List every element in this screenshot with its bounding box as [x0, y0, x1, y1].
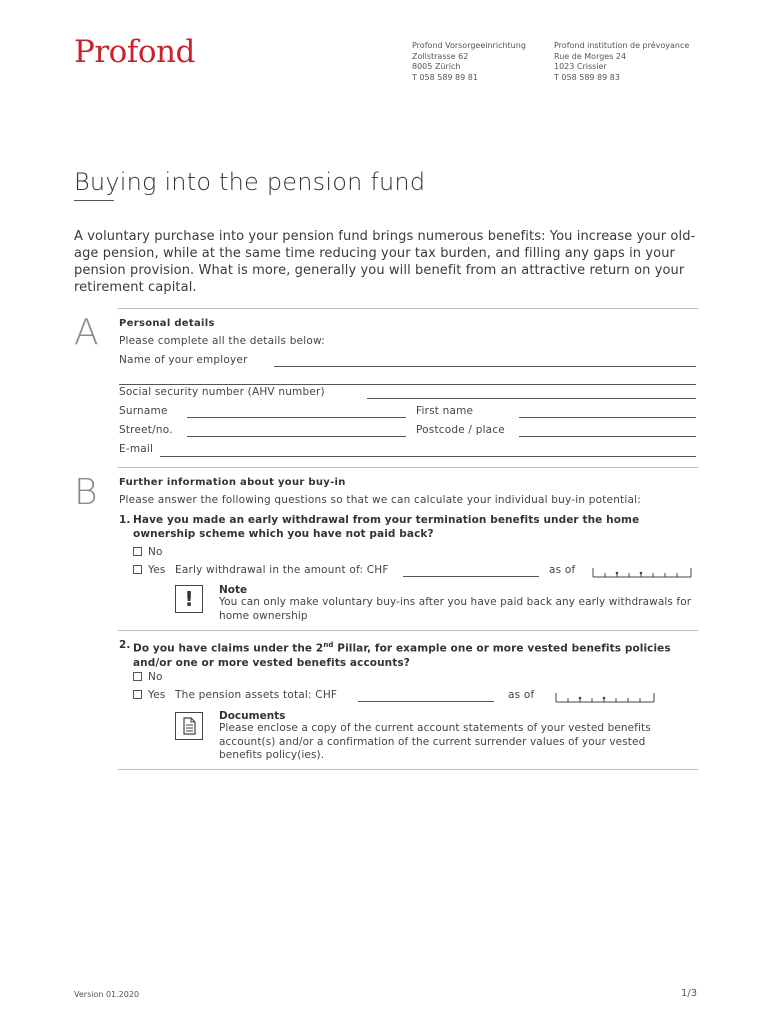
address-fr-line: Profond institution de prévoyance: [554, 41, 690, 50]
q2-amount-field[interactable]: [358, 701, 494, 702]
address-de-line: T 058 589 89 81: [412, 72, 478, 82]
checkbox-icon[interactable]: [133, 690, 142, 699]
question-1-number: 1.: [119, 514, 131, 526]
q1-date-field[interactable]: [592, 567, 692, 577]
street-label: Street/no.: [119, 424, 173, 436]
note-title: Note: [219, 584, 248, 596]
question-1: [119, 513, 699, 541]
postcode-label: Postcode / place: [416, 424, 505, 436]
address-german: [412, 41, 526, 83]
q1-asof-label: as of: [549, 564, 576, 576]
q1-note: [219, 584, 699, 623]
street-field[interactable]: [187, 436, 406, 437]
email-field[interactable]: [160, 456, 696, 457]
q2-option-yes[interactable]: [133, 689, 166, 701]
section-divider: [118, 630, 698, 631]
q1-yes-label: Yes: [148, 564, 166, 576]
q1-option-no[interactable]: [133, 546, 163, 558]
checkbox-icon[interactable]: [133, 547, 142, 556]
intro-paragraph: A voluntary purchase into your pension fund brings numerous benefits: You increase your old-age pension, while at the same time reducing your tax burden, and filling any gaps in your pension provision. What is more, generally you will benefit from an attractive return on your retirement capital.: [74, 229, 696, 295]
email-label: E-mail: [119, 443, 154, 455]
document-icon: [175, 712, 203, 740]
note-body: You can only make voluntary buy-ins after you have paid back any early withdrawals for home ownership: [219, 596, 692, 622]
question-1-text: Have you made an early withdrawal from your termination benefits under the home ownership scheme which you have not paid back?: [133, 514, 640, 540]
section-divider: [118, 308, 698, 309]
page-number: 1/3: [681, 988, 698, 999]
question-2: [119, 638, 699, 670]
checkbox-icon[interactable]: [133, 565, 142, 574]
address-de-line: Zollstrasse 62: [412, 51, 469, 61]
address-de-line: 8005 Zürich: [412, 62, 461, 71]
q2-date-field[interactable]: [555, 692, 655, 702]
checkbox-icon[interactable]: [133, 672, 142, 681]
address-fr-line: 1023 Crissier: [554, 62, 607, 71]
profond-logo: Profond: [74, 34, 195, 70]
page-title: Buying into the pension fund: [74, 168, 426, 196]
section-a-instruction: Please complete all the details below:: [119, 335, 325, 347]
firstname-label: First name: [416, 405, 474, 417]
surname-field[interactable]: [187, 417, 406, 418]
q1-amount-label: Early withdrawal in the amount of: CHF: [175, 564, 389, 576]
question-2-text: [133, 638, 693, 670]
address-fr-line: Rue de Morges 24: [554, 51, 627, 61]
address-fr-line: T 058 589 89 83: [554, 72, 620, 82]
employer-field[interactable]: [274, 366, 696, 367]
q1-no-label: No: [148, 546, 163, 558]
postcode-field[interactable]: [519, 436, 696, 437]
section-divider: [118, 467, 698, 468]
q2-text-after: Pillar, for example one or more vested benefits policies and/or one or more vested benefits accounts?: [133, 642, 671, 669]
q1-amount-field[interactable]: [403, 576, 539, 577]
section-divider: [118, 769, 698, 770]
title-underline: [74, 200, 114, 201]
section-b-instruction: Please answer the following questions so that we can calculate your individual buy-in potential:: [119, 494, 641, 506]
q2-amount-label: The pension assets total: CHF: [175, 689, 338, 701]
documents-body: Please enclose a copy of the current account statements of your vested benefits account(s) and/or a confirmation of the current surrender values of your vested benefits policy(ies).: [219, 722, 651, 761]
firstname-field[interactable]: [519, 417, 696, 418]
q2-text-before: Do you have claims under the 2: [133, 642, 324, 655]
section-b-letter: B: [74, 472, 98, 513]
documents-title: Documents: [219, 710, 286, 722]
q2-option-no[interactable]: [133, 671, 163, 683]
section-b-title: Further information about your buy-in: [119, 477, 346, 488]
section-a-title: Personal details: [119, 318, 215, 329]
address-de-line: Profond Vorsorgeeinrichtung: [412, 41, 526, 50]
ahv-field[interactable]: [367, 398, 696, 399]
address-french: [554, 41, 689, 83]
q1-option-yes[interactable]: [133, 564, 166, 576]
q2-yes-label: Yes: [148, 689, 166, 701]
q2-documents-note: [219, 710, 679, 763]
employer-field-line2[interactable]: [119, 384, 696, 385]
warning-icon: !: [175, 585, 203, 613]
q2-text-sup: nd: [323, 641, 334, 649]
ahv-label: Social security number (AHV number): [119, 386, 325, 398]
q2-asof-label: as of: [508, 689, 535, 701]
employer-label: Name of your employer: [119, 354, 248, 366]
q2-no-label: No: [148, 671, 163, 683]
surname-label: Surname: [119, 405, 168, 417]
section-a-letter: A: [74, 312, 99, 353]
version-label: Version 01.2020: [74, 990, 140, 999]
question-2-number: 2.: [119, 639, 131, 651]
